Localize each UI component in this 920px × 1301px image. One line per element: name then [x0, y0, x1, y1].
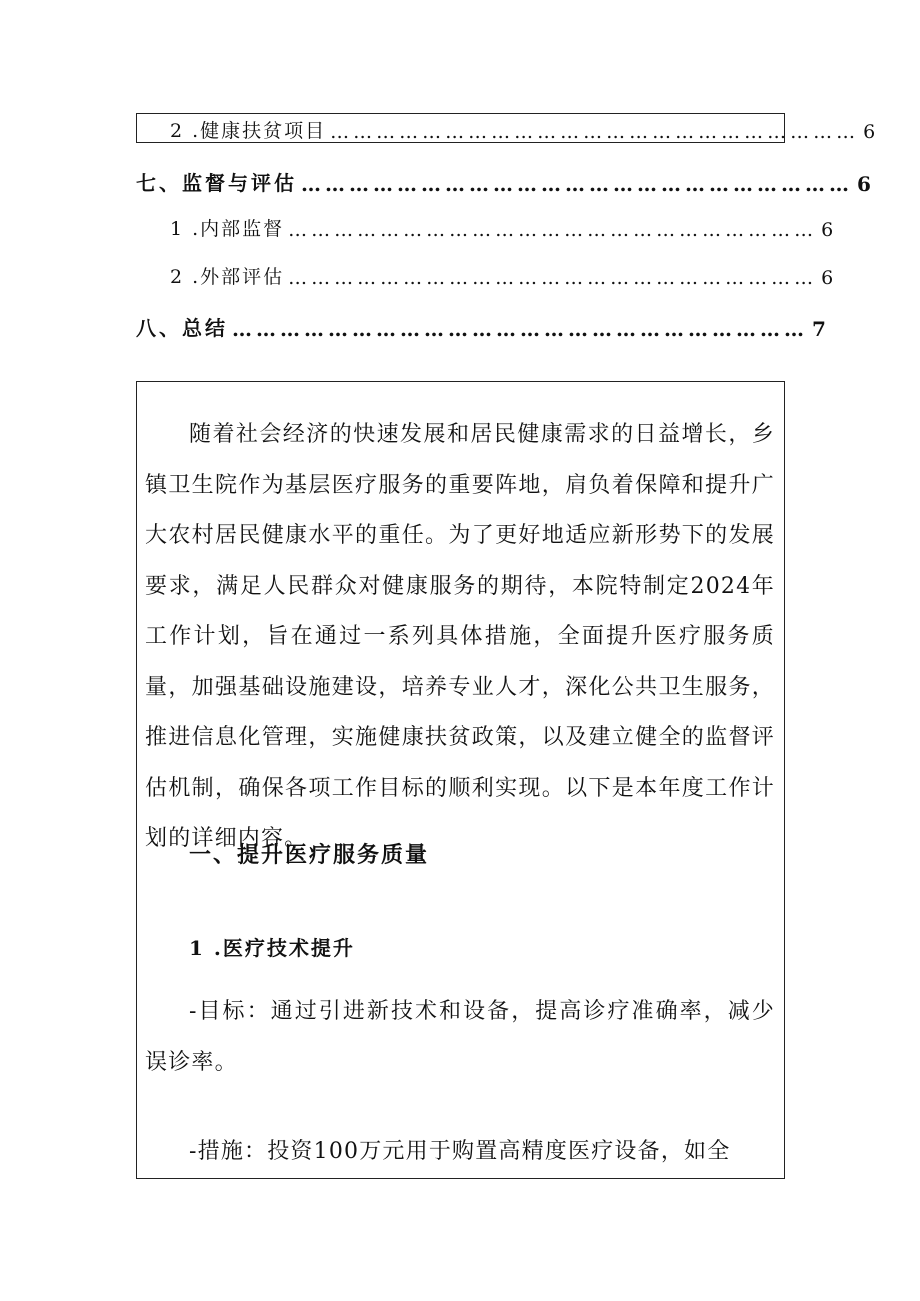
toc-item-label: 七、监督与评估	[136, 171, 297, 195]
toc-item-label: 八、总结	[136, 316, 228, 340]
toc-item-supervision[interactable]	[136, 167, 874, 196]
toc-leader-dots: ……………………………………………………………	[301, 172, 853, 196]
toc-item-page: 7	[812, 317, 829, 341]
measure-paragraph: -措施：投资100万元用于购置高精度医疗设备，如全	[189, 1139, 731, 1164]
toc-leader-dots: ……………………………………………………………	[288, 267, 818, 289]
toc-item-label: 2 .外部评估	[170, 266, 285, 288]
toc-item-page: 6	[857, 172, 874, 196]
toc-leader-dots: ……………………………………………………………	[288, 219, 818, 241]
toc-leader-dots: ………………………………………………………………	[232, 317, 808, 341]
intro-paragraph: 随着社会经济的快速发展和居民健康需求的日益增长，乡镇卫生院作为基层医疗服务的重要阵地，肩负着保障和提升广大农村居民健康水平的重任。为了更好地适应新形势下的发展要求，满足人民群众对健康服务的期待，本院特制定2024年工作计划，旨在通过一系列具体措施，全面提升医疗服务质量，加强基础设施建设，培养专业人才，深化公共卫生服务，推进信息化管理，实施健康扶贫政策，以及建立健全的监督评估机制，确保各项工作目标的顺利实现。以下是本年度工作计划的详细内容。	[145, 422, 775, 851]
toc-item-poverty-project[interactable]	[170, 116, 878, 143]
document-body-frame	[136, 381, 785, 1179]
toc-item-page: 6	[821, 219, 836, 241]
toc-item-page: 6	[821, 267, 836, 289]
toc-item-page: 6	[863, 121, 878, 143]
goal-paragraph: -目标：通过引进新技术和设备，提高诊疗准确率，减少误诊率。	[145, 999, 775, 1075]
section-heading-medical-quality: 一、提升医疗服务质量	[189, 842, 430, 868]
toc-leader-dots: ……………………………………………………………	[330, 121, 860, 143]
toc-item-summary[interactable]	[136, 312, 829, 341]
toc-item-label: 2 .健康扶贫项目	[170, 120, 327, 142]
toc-item-internal-supervision[interactable]	[170, 214, 836, 241]
toc-item-external-evaluation[interactable]	[170, 262, 836, 289]
toc-item-label: 1 .内部监督	[170, 218, 285, 240]
subsection-heading-medical-tech: 1 .医疗技术提升	[189, 936, 355, 960]
